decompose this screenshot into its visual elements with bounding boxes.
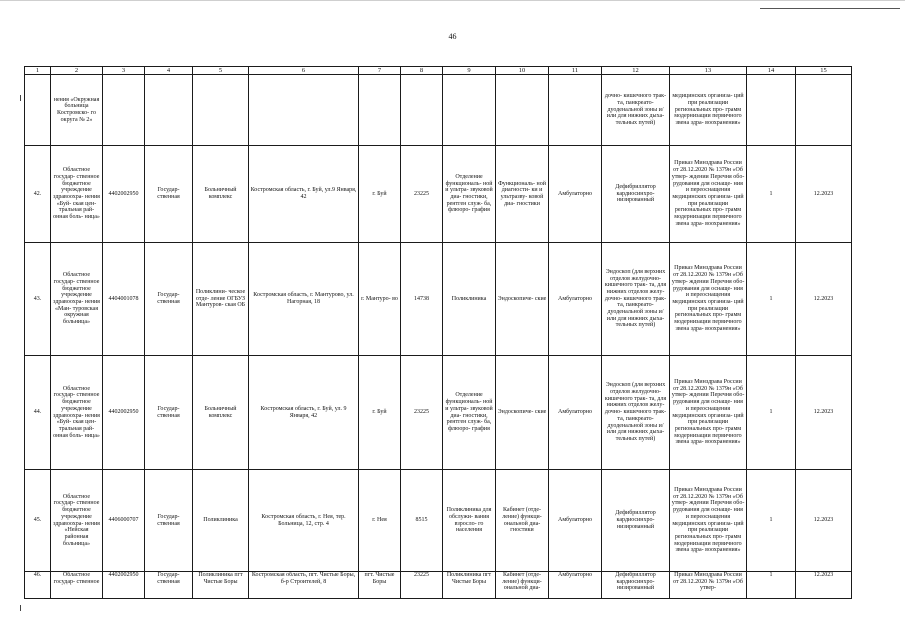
inn-cell: 4402002950 — [103, 146, 145, 243]
delivery-date-cell: 12.2023 — [796, 470, 852, 572]
organization-name-cell: Областное государ- ственное бюджетное учреждение здравоохра- нения «Буй- ская цен- тральная рай- онная боль- ница» — [51, 356, 103, 470]
delivery-date-cell: 12.2023 — [796, 146, 852, 243]
equipment-category-cell: Кабинет (отде- ление) функци- ональной диа- — [496, 572, 549, 599]
column-number: 8 — [401, 67, 443, 75]
column-number: 5 — [193, 67, 249, 75]
margin-mark — [20, 605, 21, 611]
column-number: 14 — [747, 67, 796, 75]
department-cell: Отделение функциональ- ной и ультра- звуковой диа- гностики, рентген служ- ба, флюоро- графия — [443, 146, 496, 243]
address-cell: Костромская область, г. Нея, тер. Больница, 12, стр. 4 — [249, 470, 359, 572]
inn-cell: 4404001078 — [103, 243, 145, 356]
page-number: 46 — [448, 32, 457, 41]
inn-cell: 4402002950 — [103, 572, 145, 599]
facility-name-cell — [193, 75, 249, 146]
ownership-form-cell: Государ- ственная — [145, 470, 193, 572]
quantity-cell: 1 — [747, 243, 796, 356]
care-condition-cell: Амбулаторно — [549, 146, 602, 243]
header-row — [25, 67, 852, 75]
quantity-cell: 1 — [747, 572, 796, 599]
row-number-cell: 44. — [25, 356, 51, 470]
equipment-name-cell: Дефибриллятор кардиосинхро- низированный — [602, 572, 670, 599]
population-cell: 23225 — [401, 146, 443, 243]
population-cell — [401, 75, 443, 146]
row-number-cell: 46. — [25, 572, 51, 599]
locality-cell: г. Буй — [359, 356, 401, 470]
ownership-form-cell: Государ- ственная — [145, 243, 193, 356]
equipment-category-cell — [496, 75, 549, 146]
table-row — [25, 243, 852, 356]
equipment-name-cell: Эндоскоп (для верхних отделов желудочно- кишечного трак- та, для нижних отделов желу- дочно- кишечного трак- та, панкреато- дуоденальной зоны и/или для нижних дыха- тельных путей) — [602, 356, 670, 470]
care-condition-cell — [549, 75, 602, 146]
row-number-cell — [25, 75, 51, 146]
column-number: 1 — [25, 67, 51, 75]
locality-cell: г. Буй — [359, 146, 401, 243]
column-number: 6 — [249, 67, 359, 75]
locality-cell: пгт. Чистые Боры — [359, 572, 401, 599]
equipment-name-cell: Дефибриллятор кардиосинхро- низированный — [602, 146, 670, 243]
population-cell: 14738 — [401, 243, 443, 356]
facility-name-cell: Больничный комплекс — [193, 146, 249, 243]
facility-name-cell: Поликлиника — [193, 470, 249, 572]
department-cell — [443, 75, 496, 146]
care-condition-cell: Амбулаторно — [549, 572, 602, 599]
quantity-cell: 1 — [747, 146, 796, 243]
column-number: 15 — [796, 67, 852, 75]
inn-cell — [103, 75, 145, 146]
facility-name-cell: Поликлини- ческое отде- ление ОГБУЗ Мантуров- ская ОБ — [193, 243, 249, 356]
delivery-date-cell — [796, 75, 852, 146]
address-cell — [249, 75, 359, 146]
department-cell: Отделение функциональ- ной и ультра- звуковой диа- гностики, рентген служ- ба, флюоро- графия — [443, 356, 496, 470]
facility-name-cell: Поликлиника пгт Чистые Боры — [193, 572, 249, 599]
column-number: 9 — [443, 67, 496, 75]
column-number: 3 — [103, 67, 145, 75]
quantity-cell: 1 — [747, 356, 796, 470]
address-cell: Костромская область, пгт. Чистые Боры, б-р Строителей, 8 — [249, 572, 359, 599]
ownership-form-cell: Государ- ственная — [145, 146, 193, 243]
legal-basis-cell: Приказ Минздрава России от 28.12.2020 № 1379н «Об утвер- ждении Перечня обо- рудования для оснаще- ния и переоснащения медицинских организа- ций при реализации региональных про- грамм модернизации первичного звена здра- воохранения» — [670, 146, 747, 243]
legal-basis-cell: Приказ Минздрава России от 28.12.2020 № 1379н «Об утвер- ждении Перечня обо- рудования для оснаще- ния и переоснащения медицинских организа- ций при реализации региональных про- грамм модернизации первичного звена здра- воохранения» — [670, 356, 747, 470]
table-row — [25, 75, 852, 146]
legal-basis-cell: медицинских организа- ций при реализации региональных про- грамм модернизации первичного звена здра- воохранения» — [670, 75, 747, 146]
organization-name-cell: нения «Окружная больница Костромско- го округа № 2» — [51, 75, 103, 146]
department-cell: Поликлиника пгт Чистые Боры — [443, 572, 496, 599]
column-number: 10 — [496, 67, 549, 75]
quantity-cell: 1 — [747, 470, 796, 572]
population-cell: 23225 — [401, 356, 443, 470]
row-number-cell: 42. — [25, 146, 51, 243]
column-number: 12 — [602, 67, 670, 75]
table-row — [25, 356, 852, 470]
organization-name-cell: Областное государ- ственное — [51, 572, 103, 599]
facility-name-cell: Больничный комплекс — [193, 356, 249, 470]
equipment-category-cell: Эндоскопиче- ские — [496, 356, 549, 470]
locality-cell: г. Мантуро- во — [359, 243, 401, 356]
legal-basis-cell: Приказ Минздрава России от 28.12.2020 № 1379н «Об утвер- ждении Перечня обо- рудования для оснаще- ния и переоснащения медицинских организа- ций при реализации региональных про- грамм модернизации первичного звена здра- воохранения» — [670, 243, 747, 356]
organization-name-cell: Областное государ- ственное бюджетное учреждение здравоохра- нения «Ман- туровская окружная больница» — [51, 243, 103, 356]
table-row — [25, 146, 852, 243]
table-row — [25, 470, 852, 572]
table-row — [25, 572, 852, 599]
delivery-date-cell: 12.2023 — [796, 572, 852, 599]
row-number-cell: 45. — [25, 470, 51, 572]
equipment-category-cell: Кабинет (отде- ление) функци- ональной диа- гностики — [496, 470, 549, 572]
care-condition-cell: Амбулаторно — [549, 243, 602, 356]
column-number: 7 — [359, 67, 401, 75]
legal-basis-cell: Приказ Минздрава России от 28.12.2020 № 1379н «Об утвер- — [670, 572, 747, 599]
column-number: 4 — [145, 67, 193, 75]
organization-name-cell: Областное государ- ственное бюджетное учреждение здравоохра- нения «Буй- ская цен- тральная рай- онная боль- ница» — [51, 146, 103, 243]
inn-cell: 4402002950 — [103, 356, 145, 470]
equipment-category-cell: Эндоскопиче- ские — [496, 243, 549, 356]
organization-name-cell: Областное государ- ственное бюджетное учреждение здравоохра- нения «Нейская районная больница» — [51, 470, 103, 572]
locality-cell: г. Нея — [359, 470, 401, 572]
equipment-table — [24, 66, 852, 599]
care-condition-cell: Амбулаторно — [549, 356, 602, 470]
scan-top-edge — [0, 0, 905, 1]
ownership-form-cell — [145, 75, 193, 146]
department-cell: Поликлиника — [443, 243, 496, 356]
column-number: 2 — [51, 67, 103, 75]
column-number: 13 — [670, 67, 747, 75]
address-cell: Костромская область, г. Буй, ул. 9 Января, 42 — [249, 356, 359, 470]
locality-cell — [359, 75, 401, 146]
delivery-date-cell: 12.2023 — [796, 243, 852, 356]
quantity-cell — [747, 75, 796, 146]
equipment-name-cell: Дефибриллятор кардиосинхро- низированный — [602, 470, 670, 572]
care-condition-cell: Амбулаторно — [549, 470, 602, 572]
margin-mark — [20, 95, 21, 101]
ownership-form-cell: Государ- ственная — [145, 356, 193, 470]
inn-cell: 4406000707 — [103, 470, 145, 572]
row-number-cell: 43. — [25, 243, 51, 356]
equipment-category-cell: Функциональ- ной диагности- ки и ультразву- ковой диа- гностики — [496, 146, 549, 243]
ownership-form-cell: Государ- ственная — [145, 572, 193, 599]
department-cell: Поликлиника для обслужи- вания взросло- го населения — [443, 470, 496, 572]
equipment-name-cell: Эндоскоп (для верхних отделов желудочно- кишечного трак- та, для нижних отделов желу- дочно- кишечного трак- та, панкреато- дуоденальной зоны и/или для нижних дыха- тельных путей) — [602, 243, 670, 356]
population-cell: 23225 — [401, 572, 443, 599]
address-cell: Костромская область, г. Мантурово, ул. Нагорная, 18 — [249, 243, 359, 356]
legal-basis-cell: Приказ Минздрава России от 28.12.2020 № 1379н «Об утвер- ждении Перечня обо- рудования для оснаще- ния и переоснащения медицинских организа- ций при реализации региональных про- грамм модернизации первичного звена здра- воохранения» — [670, 470, 747, 572]
equipment-name-cell: дочно- кишечного трак- та, панкреато- дуоденальной зоны и/или для нижних дыха- тельных путей) — [602, 75, 670, 146]
population-cell: 8515 — [401, 470, 443, 572]
address-cell: Костромская область, г. Буй, ул.9 Января, 42 — [249, 146, 359, 243]
scan-corner-mark — [760, 8, 900, 9]
column-number: 11 — [549, 67, 602, 75]
delivery-date-cell: 12.2023 — [796, 356, 852, 470]
